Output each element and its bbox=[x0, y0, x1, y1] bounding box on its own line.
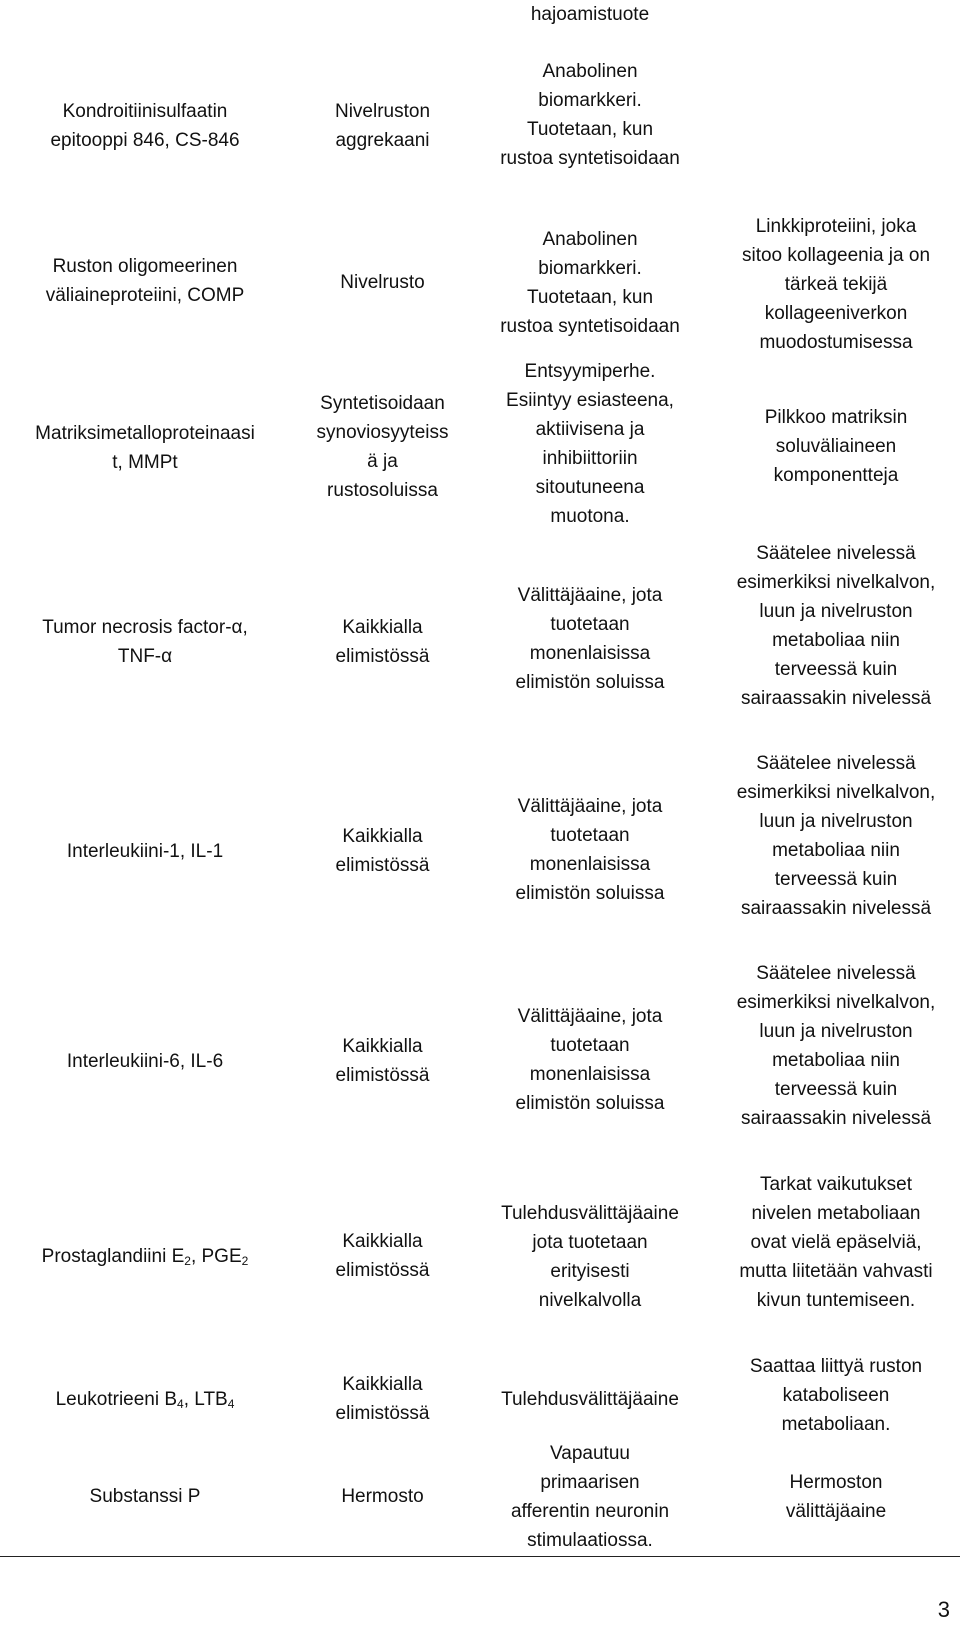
row3-substance: Matriksimetalloproteinaasi t, MMPt bbox=[35, 423, 255, 473]
row2-substance: Ruston oligomeerinen väliaineproteiini, COMP bbox=[45, 256, 245, 306]
row0-c3: hajoamistuote bbox=[530, 4, 650, 25]
row4-description: Välittäjäaine, jota tuotetaan monenlaisissa elimistön soluissa bbox=[515, 585, 665, 693]
row6-substance: Interleukiini-6, IL-6 bbox=[66, 1051, 224, 1072]
row7-source: Kaikkialla elimistössä bbox=[335, 1231, 430, 1281]
row3-description: Entsyymiperhe. Esiintyy esiasteena, aktiivisena ja inhibiittoriin sitoutuneena muotona. bbox=[506, 361, 674, 527]
row7-substance: Prostaglandiini $E_2$, $PGE_2$ bbox=[41, 1246, 249, 1268]
row2-source: Nivelrusto bbox=[340, 272, 425, 293]
row8-effect: Saattaa liittyä ruston kataboliseen metaboliaan. bbox=[749, 1356, 923, 1435]
row4-substance: Tumor necrosis factor-α, TNF-α bbox=[42, 617, 248, 667]
page-number: 3 bbox=[937, 1597, 950, 1622]
row1-source: Nivelruston aggrekaani bbox=[334, 101, 431, 151]
row9-effect: Hermoston välittäjäaine bbox=[785, 1472, 887, 1522]
row6-description: Välittäjäaine, jota tuotetaan monenlaisissa elimistön soluissa bbox=[515, 1006, 665, 1114]
row7-description: Tulehdusvälittäjäaine jota tuotetaan erityisesti nivelkalvolla bbox=[501, 1203, 679, 1311]
row3-effect: Pilkkoo matriksin soluväliaineen komponentteja bbox=[764, 407, 908, 486]
row6-source: Kaikkialla elimistössä bbox=[335, 1036, 430, 1086]
row9-source: Hermosto bbox=[341, 1486, 424, 1507]
row1-substance: Kondroitiinisulfaatin epitooppi 846, CS-846 bbox=[50, 101, 240, 151]
row9-substance: Substanssi P bbox=[89, 1486, 201, 1507]
table-bottom-rule bbox=[0, 1556, 960, 1557]
row8-description: Tulehdusvälittäjäaine bbox=[501, 1389, 679, 1410]
row7-effect: Tarkat vaikutukset nivelen metaboliaan ovat vielä epäselviä, mutta liitetään vahvasti kivun tuntemiseen. bbox=[739, 1174, 933, 1311]
row9-description: Vapautuu primaarisen afferentin neuronin stimulaatiossa. bbox=[510, 1443, 670, 1551]
row2-effect: Linkkiproteiini, joka sitoo kollageenia ja on tärkeä tekijä kollageeniverkon muodostumisessa bbox=[741, 216, 931, 353]
row4-source: Kaikkialla elimistössä bbox=[335, 617, 430, 667]
row2-description: Anabolinen biomarkkeri. Tuotetaan, kun rustoa syntetisoidaan bbox=[500, 229, 680, 337]
row8-substance: Leukotrieeni $B_4$, $LTB_4$ bbox=[55, 1389, 235, 1411]
row5-effect: Säätelee nivelessä esimerkiksi nivelkalvon, luun ja nivelruston metaboliaa niin terveessä kuin sairaassakin nivelessä bbox=[736, 753, 936, 919]
row5-source: Kaikkialla elimistössä bbox=[335, 826, 430, 876]
row5-substance: Interleukiini-1, IL-1 bbox=[66, 841, 224, 862]
row8-source: Kaikkialla elimistössä bbox=[335, 1374, 430, 1424]
row1-description: Anabolinen biomarkkeri. Tuotetaan, kun rustoa syntetisoidaan bbox=[500, 61, 680, 169]
row3-source: Syntetisoidaan synoviosyyteiss ä ja rustosoluissa bbox=[316, 393, 449, 501]
row4-effect: Säätelee nivelessä esimerkiksi nivelkalvon, luun ja nivelruston metaboliaa niin terveessä kuin sairaassakin nivelessä bbox=[736, 543, 936, 709]
row6-effect: Säätelee nivelessä esimerkiksi nivelkalvon, luun ja nivelruston metaboliaa niin terveessä kuin sairaassakin nivelessä bbox=[736, 963, 936, 1129]
row5-description: Välittäjäaine, jota tuotetaan monenlaisissa elimistön soluissa bbox=[515, 796, 665, 904]
